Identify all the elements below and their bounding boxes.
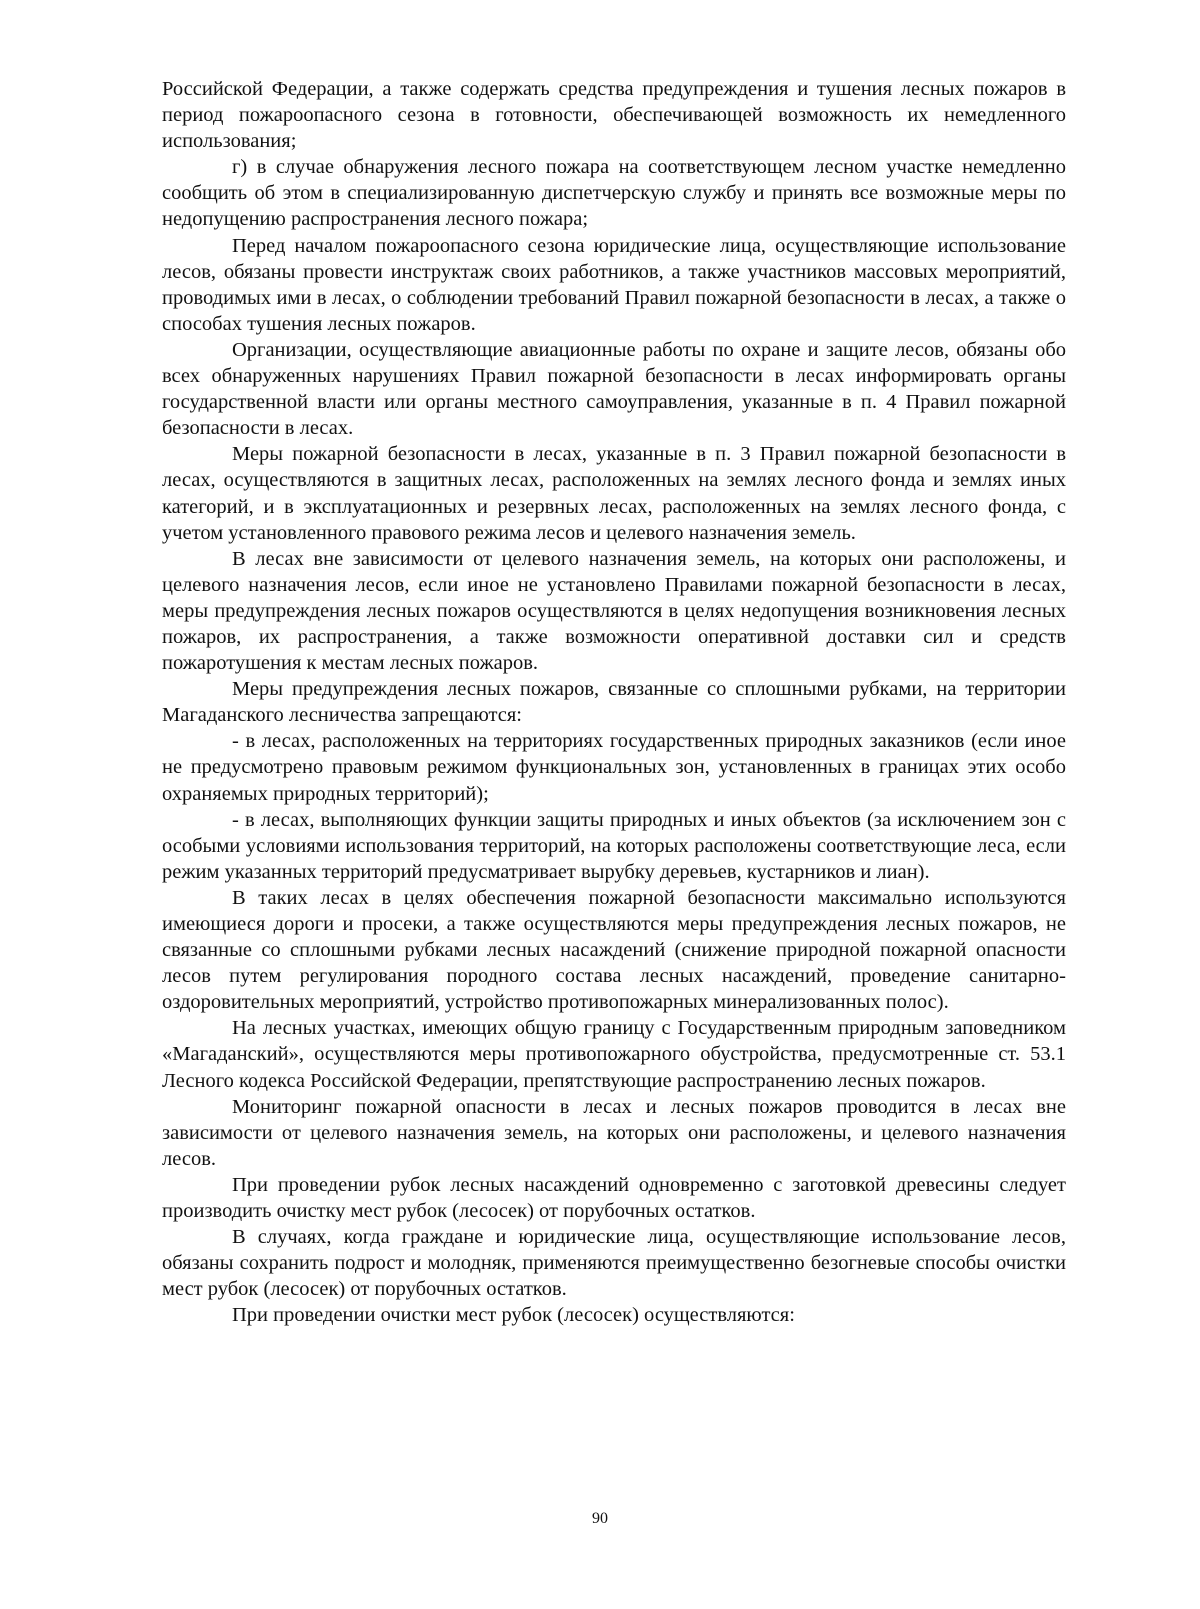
paragraph-fireless-methods: В случаях, когда граждане и юридические лица, осуществляющие использование лесов, обязаны сохранить подрост и молодняк, применяются преимущественно безогневые способы очистки мест рубок (лесосек) от порубочных остатков. [162,1226,1066,1301]
page-number: 90 [592,1510,608,1527]
paragraph-roads-clearings: В таких лесах в целях обеспечения пожарной безопасности максимально используются имеющиеся дороги и просеки, а также осуществляются меры предупреждения лесных пожаров, не связанные со сплошными рубками лесных насаждений (снижение природной пожарной опасности лесов путем регулирования породного состава лесных насаждений, проведение санитарно-оздоровительных мероприятий, устройство противопожарных минерализованных полос). [162,886,1066,1014]
paragraph-nature-reserve: На лесных участках, имеющих общую границу с Государственным природным заповедником «Магаданский», осуществляются меры противопожарного обустройства, предусмотренные ст. 53.1 Лесного кодекса Российской Федерации, препятствующие распространению лесных пожаров. [162,1017,1066,1092]
list-item-protective-forests: - в лесах, выполняющих функции защиты природных и иных объектов (за исключением зон с особыми условиями использования территорий, на которых расположены соответствующие леса, если режим указанных территорий предусматривает вырубку деревьев, кустарников и лиан). [162,808,1066,883]
paragraph-logging-cleanup: При проведении рубок лесных насаждений одновременно с заготовкой древесины следует производить очистку мест рубок (лесосек) от порубочных остатков. [162,1173,1066,1223]
list-item-reserves: - в лесах, расположенных на территориях государственных природных заказников (если иное не предусмотрено правовым режимом функциональных зон, установленных в границах этих особо охраняемых природных территорий); [162,730,1066,805]
paragraph-safety-measures: Меры пожарной безопасности в лесах, указанные в п. 3 Правил пожарной безопасности в лесах, осуществляются в защитных лесах, расположенных на землях лесного фонда и землях иных категорий, и в эксплуатационных и резервных лесах, расположенных на землях лесного фонда, с учетом установленного правового режима лесов и целевого назначения земель. [162,443,1066,544]
paragraph-monitoring: Мониторинг пожарной опасности в лесах и лесных пожаров проводится в лесах вне зависимости от целевого назначения земель, на которых они расположены, и целевого назначения лесов. [162,1095,1066,1170]
document-body [162,76,1066,1329]
paragraph-continuation: Российской Федерации, а также содержать средства предупреждения и тушения лесных пожаров в период пожароопасного сезона в готовности, обеспечивающей возможность их немедленного использования; [162,78,1066,153]
paragraph-prevention: В лесах вне зависимости от целевого назначения земель, на которых они расположены, и целевого назначения лесов, если иное не установлено Правилами пожарной безопасности в лесах, меры предупреждения лесных пожаров осуществляются в целях недопущения возникновения лесных пожаров, их распространения, а также возможности оперативной доставки сил и средств пожаротушения к местам лесных пожаров. [162,547,1066,675]
paragraph-briefing: Перед началом пожароопасного сезона юридические лица, осуществляющие использование лесов, обязаны провести инструктаж своих работников, а также участников массовых мероприятий, проводимых ими в лесах, о соблюдении требований Правил пожарной безопасности в лесах, а также о способах тушения лесных пожаров. [162,234,1066,335]
paragraph-clearcut-prohibition: Меры предупреждения лесных пожаров, связанные со сплошными рубками, на территории Магаданского лесничества запрещаются: [162,678,1066,727]
paragraph-aviation: Организации, осуществляющие авиационные работы по охране и защите лесов, обязаны обо всех обнаруженных нарушениях Правил пожарной безопасности в лесах информировать органы государственной власти или органы местного самоуправления, указанные в п. 4 Правил пожарной безопасности в лесах. [162,338,1066,440]
paragraph-item-g: г) в случае обнаружения лесного пожара на соответствующем лесном участке немедленно сообщить об этом в специализированную диспетчерскую службу и принять все возможные меры по недопущению распространения лесного пожара; [162,156,1066,231]
paragraph-cleanup-list-intro: При проведении очистки мест рубок (лесосек) осуществляются: [232,1304,795,1327]
